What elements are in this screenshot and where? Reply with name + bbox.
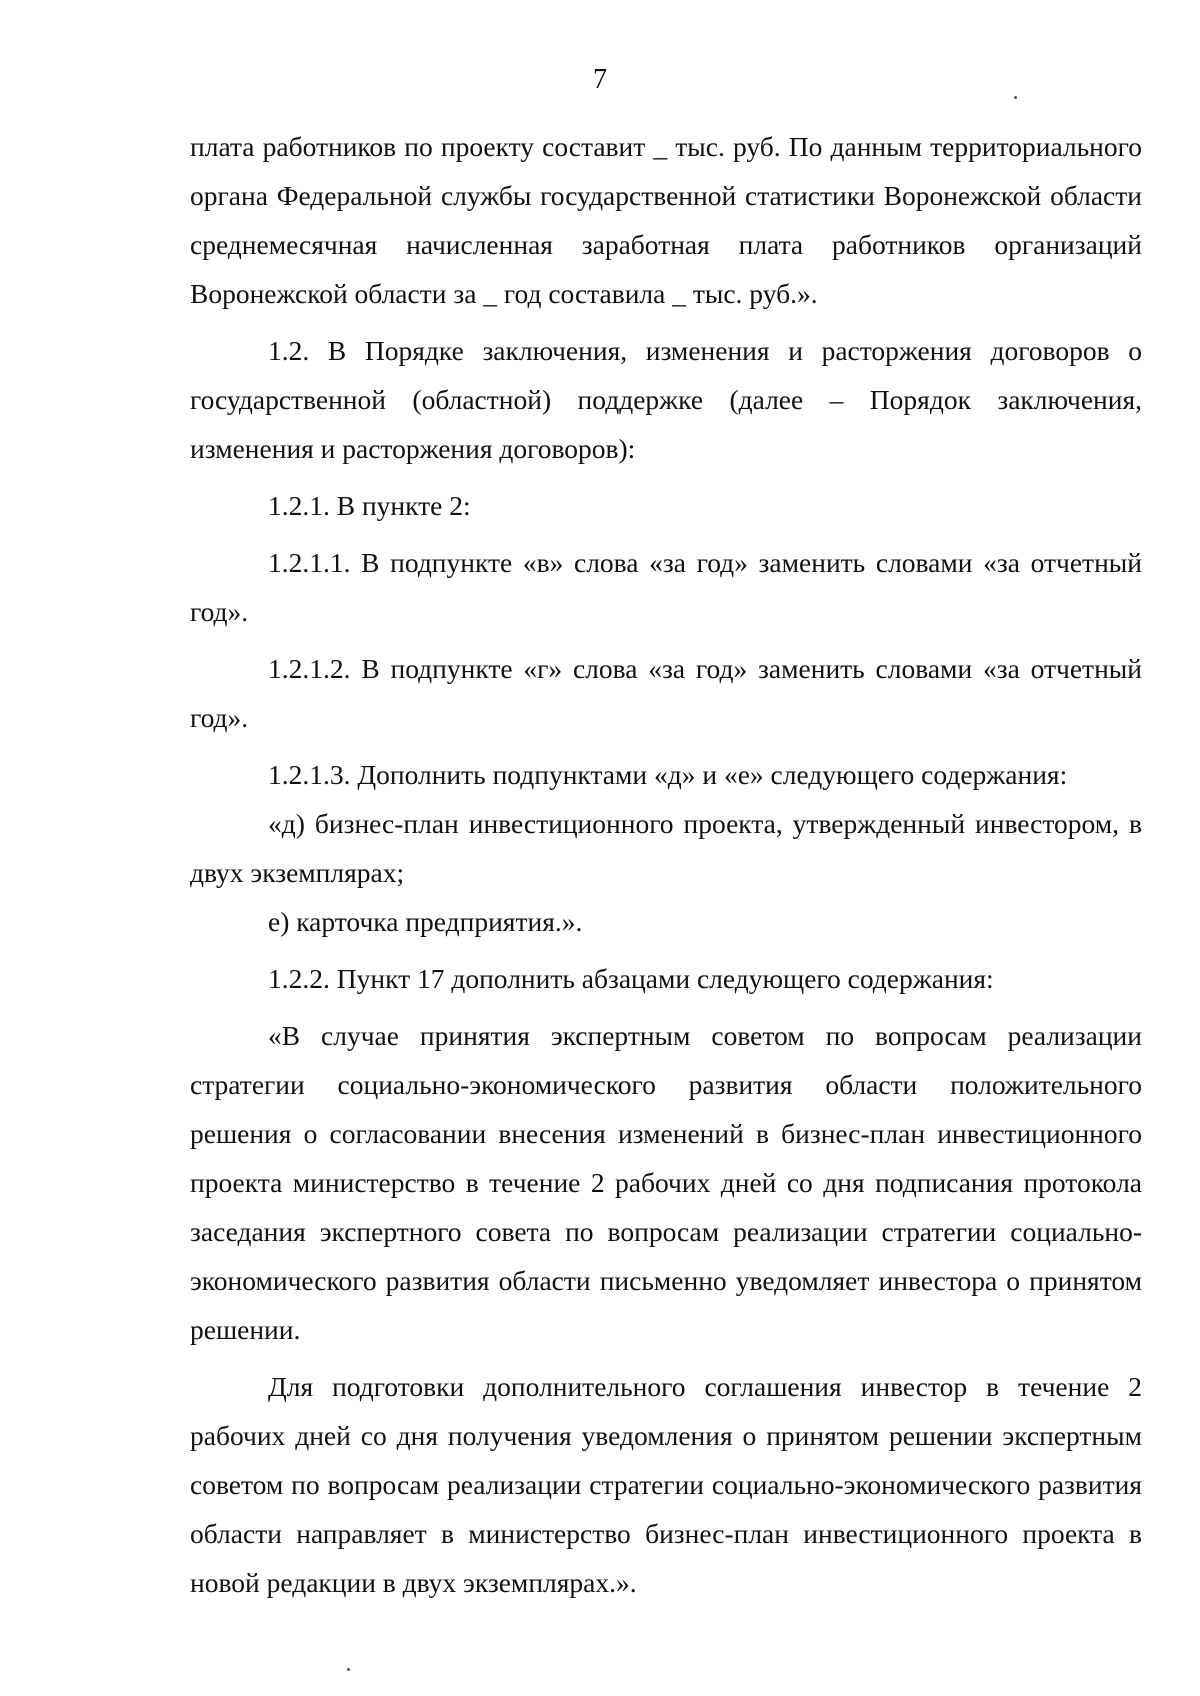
paragraph-1-2-1-1: 1.2.1.1. В подпункте «в» слова «за год» заменить словами «за отчетный год».	[190, 547, 1142, 627]
paragraph-supplementary-agreement: Для подготовки дополнительного соглашения инвестор в течение 2 рабочих дней со дня получения уведомления о принятом решении экспертным советом по вопросам реализации стратегии социально-экономического развития области направляет в министерство бизнес-план инвестиционного проекта в новой редакции в двух экземплярах.».	[190, 1371, 1142, 1598]
paragraph-expert-council-decision: «В случае принятия экспертным советом по вопросам реализации стратегии социально-экономического развития области положительного решения о согласовании внесения изменений в бизнес-план инвестиционного проекта министерство в течение 2 рабочих дней со дня подписания протокола заседания экспертного совета по вопросам реализации стратегии социально-экономического развития области письменно уведомляет инвестора о принятом решении.	[190, 1020, 1142, 1345]
paragraph-1-2: 1.2. В Порядке заключения, изменения и расторжения договоров о государственной (областной) поддержке (далее – Порядок заключения, изменения и расторжения договоров):	[190, 335, 1142, 464]
scan-speck	[1014, 96, 1017, 99]
paragraph-1-2-1-2: 1.2.1.2. В подпункте «г» слова «за год» заменить словами «за отчетный год».	[190, 653, 1142, 733]
paragraph-1-2-1: 1.2.1. В пункте 2:	[268, 490, 471, 521]
paragraph-subitem-e: е) карточка предприятия.».	[268, 906, 583, 937]
paragraph-1-2-1-3: 1.2.1.3. Дополнить подпунктами «д» и «е» следующего содержания:	[268, 759, 1068, 790]
page-number: 7	[593, 64, 607, 95]
document-body	[190, 122, 1142, 1607]
paragraph-salary-continuation: плата работников по проекту составит _ тыс. руб. По данным территориального органа Федеральной службы государственной статистики Воронежской области среднемесячная начисленная заработная плата работников организаций Воронежской области за _ год составила _ тыс. руб.».	[190, 131, 1142, 309]
paragraph-subitem-d: «д) бизнес-план инвестиционного проекта, утвержденный инвестором, в двух экземплярах;	[190, 808, 1142, 888]
paragraph-1-2-2: 1.2.2. Пункт 17 дополнить абзацами следующего содержания:	[268, 963, 994, 994]
scan-speck	[347, 1668, 350, 1671]
